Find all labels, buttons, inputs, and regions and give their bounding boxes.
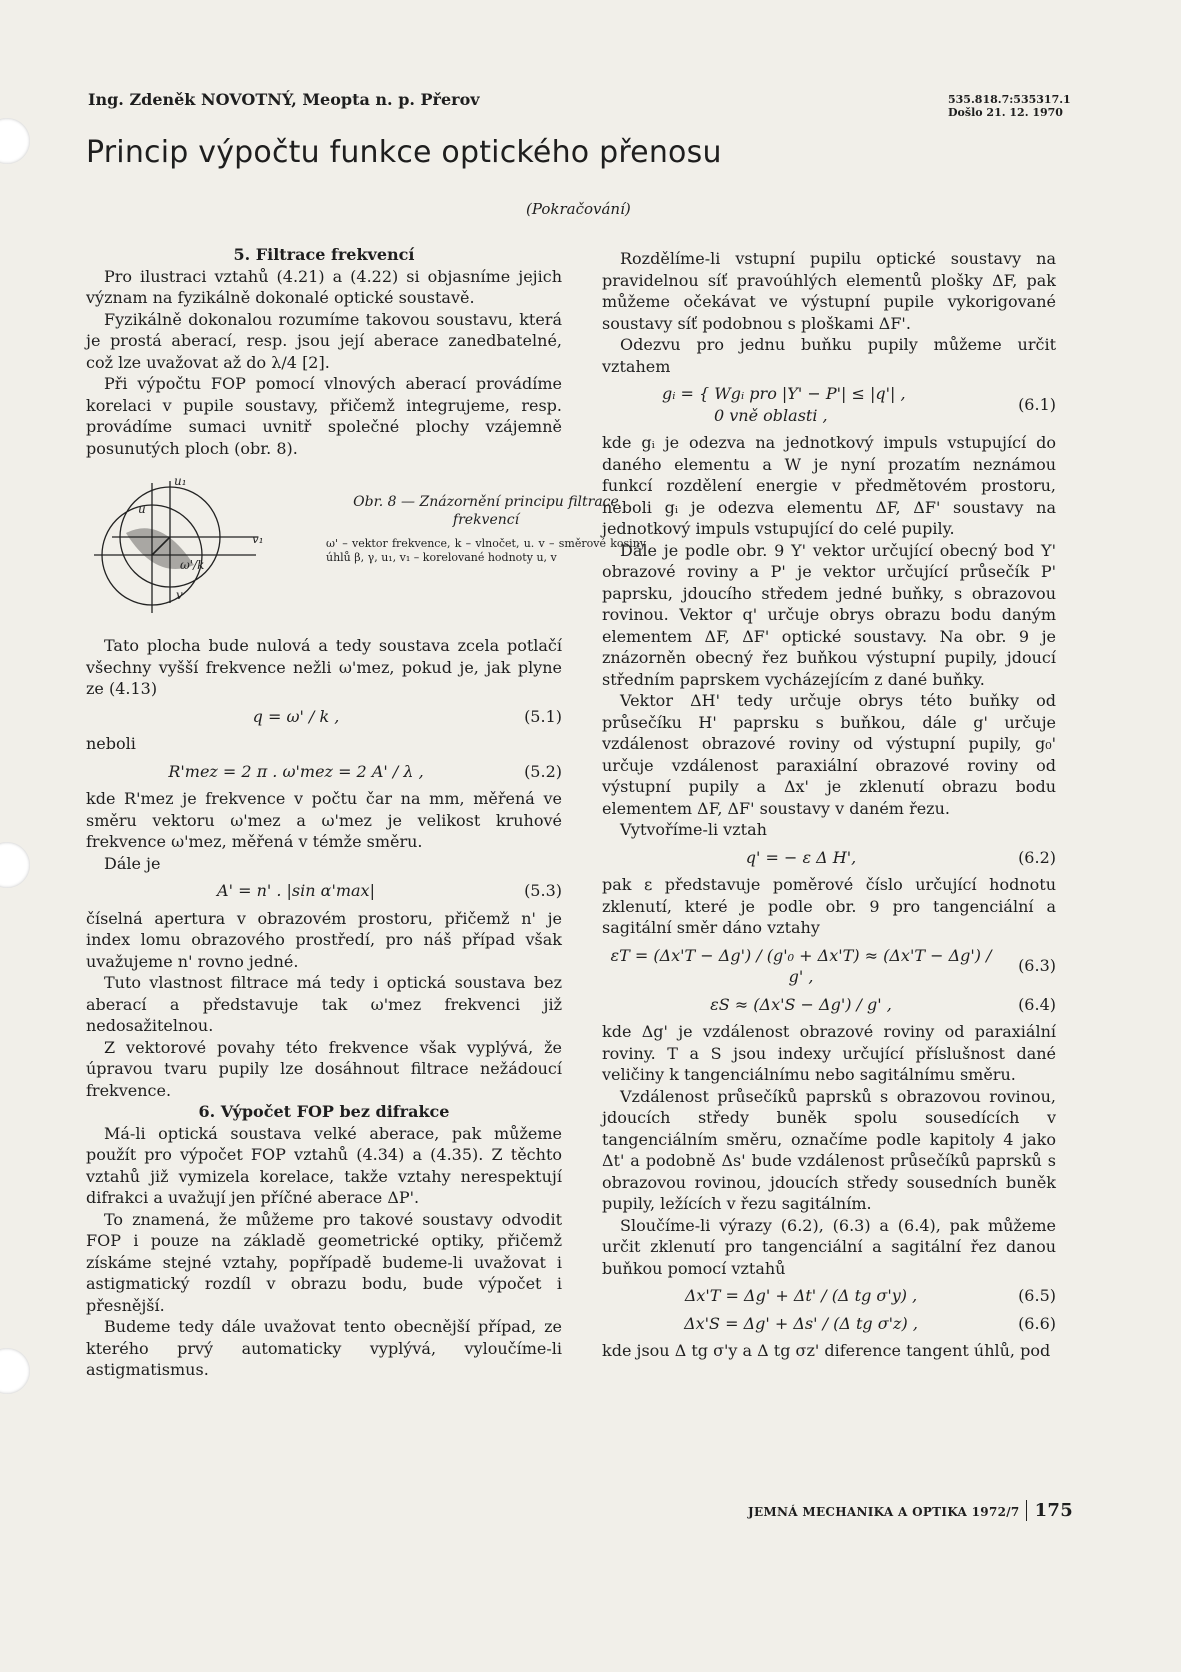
label-v1: v₁ — [252, 532, 264, 546]
paragraph: To znamená, že můžeme pro takové soustavy odvodit FOP i pouze na základě geometrické optiky, přičemž získáme stejné vztahy, popřípadě budeme-li uvažovat i astigmatický rozdíl v obrazu bodu, bude výpočet i přesnější. — [86, 1209, 562, 1315]
continuation-note: (Pokračování) — [526, 200, 631, 218]
equation-body: A' = n' . |sin α'max| — [217, 881, 375, 900]
equation-number: (6.5) — [1018, 1286, 1056, 1305]
paragraph: neboli — [86, 734, 136, 753]
equation-body: Δx'S = Δg' + Δs' / (Δ tg σ'z) , — [684, 1313, 918, 1333]
equation-number: (6.6) — [1018, 1313, 1056, 1333]
paragraph: Fyzikálně dokonalou rozumíme takovou soustavu, která je prostá aberací, resp. jsou její aberace zanedbatelné, což lze uvažovat až do λ/4 [2]. — [86, 309, 562, 372]
journal-name: JEMNÁ MECHANIKA A OPTIKA 1972/7 — [748, 1505, 1020, 1519]
equation-line: 0 vně oblasti , — [714, 405, 828, 425]
paragraph: Rozdělíme-li vstupní pupilu optické soustavy na pravidelnou síť pravoúhlých elementů plošky ΔF, pak můžeme očekávat ve výstupní pupile vykorigované soustavy síť podobnou s ploškami ΔF'. — [602, 249, 1056, 333]
paragraph: Dále je — [104, 853, 161, 873]
section-5-heading: 5. Filtrace frekvencí — [233, 245, 415, 264]
equation-6-5 — [602, 1285, 1056, 1307]
equation-body: εT = (Δx'T − Δg') / (g'₀ + Δx'T) ≈ (Δx'T − Δg') / g' , — [610, 945, 992, 986]
paragraph: kde Δg' je vzdálenost obrazové roviny od paraxiální roviny. T a S jsou indexy určující příslušnost dané veličiny k tangenciálnímu nebo sagitálnímu směru. — [602, 1022, 1056, 1084]
equation-5-1 — [86, 706, 562, 728]
paragraph: pak ε představuje poměrové číslo určující hodnotu zklenutí, které je podle obr. 9 pro tangenciální a sagitální směr dáno vztahy — [602, 875, 1056, 937]
paragraph: číselná apertura v obrazovém prostoru, přičemž n' je index lomu obrazového prostředí, pro náš případ však uvažujeme n' rovno jedné. — [86, 908, 562, 971]
equation-6-1 — [602, 383, 1056, 426]
paragraph: Vektor ΔH' tedy určuje obrys této buňky od průsečíku H' paprsku s buňkou, dále g' určuje vzdálenost obrazové roviny od výstupní pupily, g₀' určuje vzdálenost paraxiální obrazové roviny od výstupní pupily a Δx' je zklenutí obrazu bodu elementem ΔF, ΔF' soustavy v daném řezu. — [602, 691, 1056, 818]
equation-number: (6.1) — [1018, 394, 1056, 414]
equation-number: (6.3) — [1018, 956, 1056, 976]
figure-8-caption: Obr. 8 — Znázornění principu filtrace frekvencí — [353, 494, 619, 528]
paragraph: Odezvu pro jednu buňku pupily můžeme určit vztahem — [602, 335, 1056, 376]
equation-number: (5.3) — [524, 881, 562, 900]
equation-number: (6.2) — [1018, 847, 1056, 867]
equation-6-6 — [602, 1313, 1056, 1335]
page-number: 175 — [1026, 1500, 1073, 1521]
left-column — [86, 244, 646, 1381]
equation-body: R'mez = 2 π . ω'mez = 2 A' / λ , — [168, 761, 424, 781]
paragraph: Budeme tedy dále uvažovat tento obecnější případ, ze kterého prvý automaticky vyplývá, vyloučíme-li astigmatismus. — [86, 1317, 562, 1379]
paragraph: Má-li optická soustava velké aberace, pak můžeme použít pro výpočet FOP vztahů (4.34) a (4.35). Z těchto vztahů již vymizela korelace, takže vztahy nerespektují difrakci a uvažují jen příčné aberace ΔP'. — [86, 1123, 562, 1207]
equation-body: q = ω' / k , — [252, 706, 340, 726]
equation-5-3 — [86, 880, 562, 902]
reference-block — [948, 93, 1071, 119]
equation-number: (5.2) — [524, 761, 562, 781]
equation-number: (6.4) — [1018, 994, 1056, 1014]
paragraph: Při výpočtu FOP pomocí vlnových aberací provádíme korelaci v pupile soustavy, přičemž integrujeme, resp. provádíme sumaci uvnitř společné plochy vzájemně posunutých ploch (obr. 8). — [86, 374, 562, 458]
paragraph: Dále je podle obr. 9 Y' vektor určující obecný bod Y' obrazové roviny a P' je vektor určující průsečík P' paprsku, jdoucího středem jedné buňky, s obrazovou rovinou. Vektor q' určuje obrys obrazu bodu daným elementem ΔF, ΔF' optické soustavy. Na obr. 9 je znázorněn obecný řez buňkou výstupní pupily, jdoucí středním paprskem vycházejícím z dané buňky. — [602, 540, 1056, 689]
paragraph: Z vektorové povahy této frekvence však vyplývá, že úpravou tvaru pupily lze dosáhnout filtrace nežádoucí frekvence. — [86, 1037, 562, 1100]
right-column — [602, 248, 1056, 1362]
equation-body: εS ≈ (Δx'S − Δg') / g' , — [710, 994, 892, 1014]
label-omega-k: ω'/k — [180, 558, 205, 572]
paragraph: kde gᵢ je odezva na jednotkový impuls vstupující do daného elementu a W je nyní prozatím neznámou funkcí rozdělení energie v předmětovém prostoru, neboli gᵢ je odezva elementu ΔF, ΔF' soustavy na jednotkový impuls vstupující do celé pupily. — [602, 433, 1056, 538]
figure-8 — [86, 473, 646, 623]
equation-6-2 — [602, 847, 1056, 869]
equation-6-4 — [602, 994, 1056, 1016]
paragraph: kde R'mez je frekvence v počtu čar na mm, měřená ve směru vektoru ω'mez a ω'mez je velikost kruhové frekvence ω'mez, měřená v témže směru. — [86, 789, 562, 851]
page-footer — [748, 1500, 1073, 1521]
paragraph: Tuto vlastnost filtrace má tedy i optická soustava bez aberací a představuje tak ω'mez frekvenci již nedosažitelnou. — [86, 973, 562, 1035]
paragraph: Tato plocha bude nulová a tedy soustava zcela potlačí všechny vyšší frekvence nežli ω'mez, pokud je, jak plyne ze (4.13) — [86, 636, 562, 698]
equation-body — [602, 383, 1000, 426]
paragraph: Pro ilustraci vztahů (4.21) a (4.22) si objasníme jejich význam na fyzikálně dokonalé optické soustavě. — [86, 266, 562, 307]
received-date: Došlo 21. 12. 1970 — [948, 106, 1063, 119]
equation-body: Δx'T = Δg' + Δt' / (Δ tg σ'y) , — [684, 1286, 918, 1305]
equation-5-2 — [86, 761, 562, 783]
label-u: u — [138, 502, 146, 516]
figure-8-legend: ω' – vektor frekvence, k – vlnočet, u. v – směrové kosiny úhlů β, γ, u₁, v₁ – korelované hodnoty u, v — [326, 537, 646, 564]
punch-hole-bottom — [0, 1348, 30, 1394]
article-title: Princip výpočtu funkce optického přenosu — [86, 135, 722, 170]
udc-code: 535.818.7:535317.1 — [948, 93, 1071, 106]
paragraph: Vzdálenost průsečíků paprsků s obrazovou rovinou, jdoucích středy buněk spolu sousedících v tangenciálním směru, označíme podle kapitoly 4 jako Δt' a podobně Δs' bude vzdálenost průsečíků paprsků s obrazovou rovinou, jdoucích středy sousedních buněk pupily, ležících v řezu sagitálním. — [602, 1086, 1056, 1213]
paragraph: Sloučíme-li výrazy (6.2), (6.3) a (6.4), pak můžeme určit zklenutí pro tangenciální a sagitální řez danou buňkou pomocí vztahů — [602, 1215, 1056, 1278]
punch-hole-middle — [0, 842, 30, 888]
equation-6-3 — [602, 945, 1056, 988]
author-line: Ing. Zdeněk NOVOTNÝ, Meopta n. p. Přerov — [88, 90, 480, 109]
paragraph: kde jsou Δ tg σ'y a Δ tg σz' diference tangent úhlů, pod — [602, 1341, 1051, 1360]
label-u1: u₁ — [174, 474, 187, 488]
equation-body: q' = − ε Δ H', — [745, 847, 857, 867]
figure-8-drawing — [86, 473, 286, 623]
equation-line: gᵢ = { Wgᵢ pro |Y' − P'| ≤ |q'| , — [662, 384, 906, 403]
label-v: v — [176, 588, 183, 602]
paragraph: Vytvoříme-li vztah — [620, 820, 767, 839]
equation-number: (5.1) — [524, 706, 562, 726]
punch-hole-top — [0, 118, 30, 164]
section-6-heading: 6. Výpočet FOP bez difrakce — [198, 1102, 450, 1121]
